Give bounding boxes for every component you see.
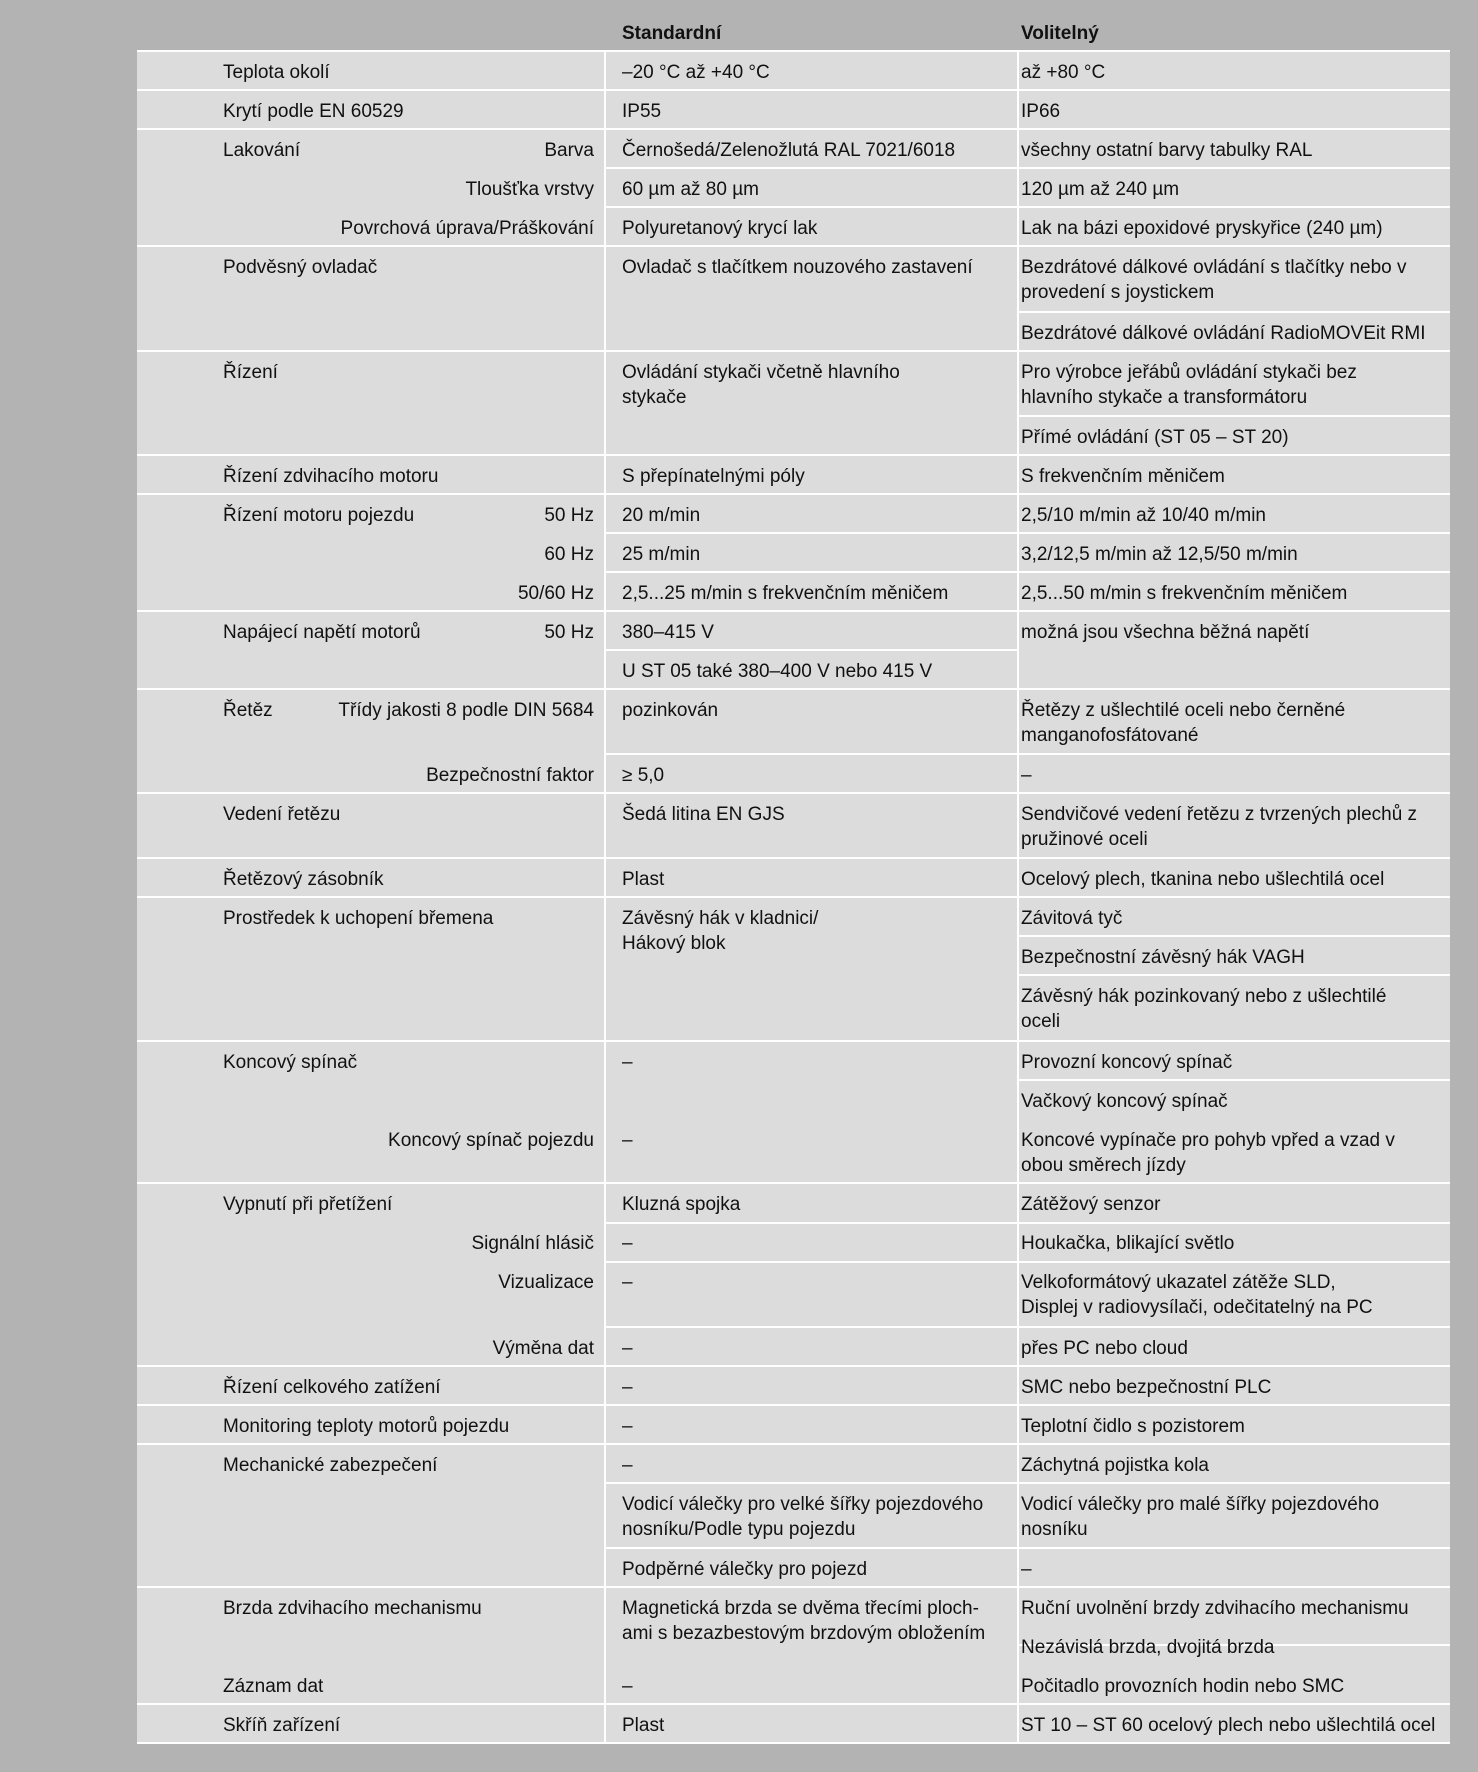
header-standard: Standardní	[622, 23, 722, 44]
optional-value: nosníku	[1021, 1519, 1088, 1540]
row-divider	[1019, 1079, 1450, 1081]
row-label: Záznam dat	[223, 1676, 324, 1697]
row-divider	[606, 1222, 1450, 1224]
standard-value: –20 °C až +40 °C	[622, 62, 770, 83]
standard-value: –	[622, 1455, 633, 1476]
column-divider	[604, 50, 606, 1742]
standard-value: Plast	[622, 869, 665, 890]
optional-value: Displej v radiovysílači, odečitatelný na PC	[1021, 1297, 1373, 1318]
optional-value: 2,5...50 m/min s frekvenčním měničem	[1021, 583, 1348, 604]
optional-value: Teplotní čidlo s pozistorem	[1021, 1416, 1245, 1437]
standard-value: Ovladač s tlačítkem nouzového zastavení	[622, 257, 973, 278]
optional-value: pružinové oceli	[1021, 829, 1148, 850]
standard-value: IP55	[622, 101, 662, 122]
row-label: Prostředek k uchopení břemena	[223, 908, 494, 929]
standard-value: Magnetická brzda se dvěma třecími ploch-	[622, 1598, 979, 1619]
row-label: Vypnutí při přetížení	[223, 1194, 393, 1215]
row-divider	[606, 167, 1450, 169]
optional-value: Ocelový plech, tkanina nebo ušlechtilá ocel	[1021, 869, 1385, 890]
row-divider	[137, 857, 1450, 859]
row-divider	[137, 1365, 1450, 1367]
standard-value: –	[622, 1338, 633, 1359]
row-label: Lakování	[223, 140, 301, 161]
row-label: Napájecí napětí motorů	[223, 622, 421, 643]
row-divider	[1019, 311, 1450, 313]
row-divider	[137, 610, 1450, 612]
row-label: Řízení zdvihacího motoru	[223, 466, 439, 487]
optional-value: IP66	[1021, 101, 1061, 122]
row-divider	[606, 571, 1450, 573]
optional-value: Sendvičové vedení řetězu z tvrzených plechů z	[1021, 804, 1418, 825]
optional-value: Ruční uvolnění brzdy zdvihacího mechanismu	[1021, 1598, 1409, 1619]
row-divider	[137, 128, 1450, 130]
row-divider	[137, 1182, 1450, 1184]
row-label: Monitoring teploty motorů pojezdu	[223, 1416, 510, 1437]
optional-value: 120 µm až 240 µm	[1021, 179, 1180, 200]
row-divider	[137, 89, 1450, 91]
standard-value: Podpěrné válečky pro pojezd	[622, 1559, 868, 1580]
optional-value: Závitová tyč	[1021, 908, 1123, 929]
row-label: Krytí podle EN 60529	[223, 101, 404, 122]
row-sublabel: Povrchová úprava/Práškování	[340, 218, 594, 239]
optional-value: Bezpečnostní závěsný hák VAGH	[1021, 947, 1305, 968]
optional-value: S frekvenčním měničem	[1021, 466, 1225, 487]
standard-value: Polyuretanový krycí lak	[622, 218, 818, 239]
row-sublabel: Barva	[544, 140, 594, 161]
row-label: Mechanické zabezpečení	[223, 1455, 438, 1476]
optional-value: Pro výrobce jeřábů ovládání stykači bez	[1021, 362, 1357, 383]
row-divider	[1019, 415, 1450, 417]
row-label: Řetězový zásobník	[223, 869, 384, 890]
standard-value: S přepínatelnými póly	[622, 466, 805, 487]
optional-value: Lak na bázi epoxidové pryskyřice (240 µm)	[1021, 218, 1383, 239]
optional-value: Houkačka, blikající světlo	[1021, 1233, 1235, 1254]
optional-value: –	[1021, 1559, 1032, 1580]
row-divider	[606, 206, 1450, 208]
row-divider	[137, 454, 1450, 456]
standard-value: –	[622, 1377, 633, 1398]
optional-value: Velkoformátový ukazatel zátěže SLD,	[1021, 1272, 1336, 1293]
row-divider	[137, 1586, 1450, 1588]
optional-value: –	[1021, 765, 1032, 786]
optional-value: ST 10 – ST 60 ocelový plech nebo ušlechtilá ocel	[1021, 1715, 1436, 1736]
standard-value: Černošedá/Zelenožlutá RAL 7021/6018	[622, 140, 956, 161]
optional-value: Vačkový koncový spínač	[1021, 1091, 1228, 1112]
optional-value: manganofosfátované	[1021, 725, 1199, 746]
optional-value: Provozní koncový spínač	[1021, 1052, 1233, 1073]
optional-value: Koncové vypínače pro pohyb vpřed a vzad v	[1021, 1130, 1395, 1151]
optional-value: Vodicí válečky pro malé šířky pojezdového	[1021, 1494, 1380, 1515]
row-divider	[606, 649, 1019, 651]
standard-value: 25 m/min	[622, 544, 701, 565]
row-divider	[137, 493, 1450, 495]
standard-value: –	[622, 1052, 633, 1073]
optional-value: možná jsou všechna běžná napětí	[1021, 622, 1310, 643]
standard-value: –	[622, 1233, 633, 1254]
standard-value: Kluzná spojka	[622, 1194, 741, 1215]
standard-value: pozinkován	[622, 700, 719, 721]
standard-value: Vodicí válečky pro velké šířky pojezdového	[622, 1494, 984, 1515]
row-divider	[606, 532, 1450, 534]
standard-value: Plast	[622, 1715, 665, 1736]
standard-value: Šedá litina EN GJS	[622, 804, 785, 825]
row-label: Řízení motoru pojezdu	[223, 505, 415, 526]
row-divider	[137, 245, 1450, 247]
row-divider	[137, 350, 1450, 352]
row-divider	[137, 792, 1450, 794]
row-divider	[137, 896, 1450, 898]
standard-value: U ST 05 také 380–400 V nebo 415 V	[622, 661, 933, 682]
standard-value: –	[622, 1130, 633, 1151]
row-sublabel: 50/60 Hz	[517, 583, 594, 604]
row-sublabel: Bezpečnostní faktor	[426, 765, 594, 786]
optional-value: hlavního stykače a transformátoru	[1021, 387, 1308, 408]
column-divider	[1017, 50, 1019, 1742]
standard-value: 60 µm až 80 µm	[622, 179, 759, 200]
standard-value: –	[622, 1416, 633, 1437]
row-sublabel: Koncový spínač pojezdu	[388, 1130, 594, 1151]
optional-value: obou směrech jízdy	[1021, 1155, 1186, 1176]
optional-value: Bezdrátové dálkové ovládání s tlačítky nebo v	[1021, 257, 1407, 278]
row-label: Teplota okolí	[223, 62, 330, 83]
standard-value: nosníku/Podle typu pojezdu	[622, 1519, 856, 1540]
row-sublabel: Výměna dat	[492, 1338, 594, 1359]
row-divider	[137, 50, 1450, 52]
row-sublabel: 60 Hz	[544, 544, 594, 565]
standard-value: 380–415 V	[622, 622, 714, 643]
optional-value: 2,5/10 m/min až 10/40 m/min	[1021, 505, 1266, 526]
optional-value: přes PC nebo cloud	[1021, 1338, 1188, 1359]
row-label: Podvěsný ovladač	[223, 257, 378, 278]
optional-value: SMC nebo bezpečnostní PLC	[1021, 1377, 1272, 1398]
row-divider	[606, 1547, 1450, 1549]
optional-value: Počitadlo provozních hodin nebo SMC	[1021, 1676, 1345, 1697]
row-sublabel: 50 Hz	[544, 505, 594, 526]
row-divider	[606, 1261, 1450, 1263]
row-divider	[606, 1482, 1450, 1484]
optional-value: Bezdrátové dálkové ovládání RadioMOVEit RMI	[1021, 323, 1426, 344]
optional-value: až +80 °C	[1021, 62, 1106, 83]
standard-value: Závěsný hák v kladnici/	[622, 908, 819, 929]
row-label: Skříň zařízení	[223, 1715, 341, 1736]
row-divider	[1019, 935, 1450, 937]
optional-value: oceli	[1021, 1011, 1061, 1032]
row-divider	[137, 1742, 1450, 1744]
row-sublabel: Třídy jakosti 8 podle DIN 5684	[338, 700, 594, 721]
standard-value: ami s bezazbestovým brzdovým obložením	[622, 1623, 986, 1644]
row-divider	[606, 753, 1450, 755]
header-optional: Volitelný	[1021, 23, 1099, 44]
optional-value: Řetězy z ušlechtilé oceli nebo černěné	[1021, 700, 1346, 721]
row-sublabel: 50 Hz	[544, 622, 594, 643]
row-label: Řetěz	[223, 700, 273, 721]
standard-value: Ovládání stykači včetně hlavního	[622, 362, 900, 383]
optional-value: Zátěžový senzor	[1021, 1194, 1161, 1215]
standard-value: 2,5...25 m/min s frekvenčním měničem	[622, 583, 949, 604]
standard-value: –	[622, 1676, 633, 1697]
row-sublabel: Vizualizace	[498, 1272, 594, 1293]
row-divider	[606, 1326, 1450, 1328]
row-label: Řízení celkového zatížení	[223, 1377, 441, 1398]
standard-value: Hákový blok	[622, 933, 726, 954]
row-sublabel: Tloušťka vrstvy	[465, 179, 594, 200]
row-label: Vedení řetězu	[223, 804, 341, 825]
row-divider	[1019, 974, 1450, 976]
optional-value: Nezávislá brzda, dvojitá brzda	[1021, 1637, 1275, 1658]
standard-value: –	[622, 1272, 633, 1293]
optional-value: všechny ostatní barvy tabulky RAL	[1021, 140, 1313, 161]
optional-value: Závěsný hák pozinkovaný nebo z ušlechtilé	[1021, 986, 1387, 1007]
optional-value: Přímé ovládání (ST 05 – ST 20)	[1021, 427, 1289, 448]
row-divider	[137, 1703, 1450, 1705]
optional-value: 3,2/12,5 m/min až 12,5/50 m/min	[1021, 544, 1298, 565]
standard-value: 20 m/min	[622, 505, 701, 526]
row-sublabel: Signální hlásič	[471, 1233, 594, 1254]
row-divider	[137, 1040, 1450, 1042]
row-label: Řízení	[223, 362, 278, 383]
standard-value: ≥ 5,0	[622, 765, 665, 786]
row-label: Koncový spínač	[223, 1052, 358, 1073]
optional-value: provedení s joystickem	[1021, 282, 1215, 303]
optional-value: Záchytná pojistka kola	[1021, 1455, 1209, 1476]
row-divider	[137, 1443, 1450, 1445]
standard-value: stykače	[622, 387, 687, 408]
row-divider	[137, 1404, 1450, 1406]
row-divider	[137, 688, 1450, 690]
row-label: Brzda zdvihacího mechanismu	[223, 1598, 482, 1619]
